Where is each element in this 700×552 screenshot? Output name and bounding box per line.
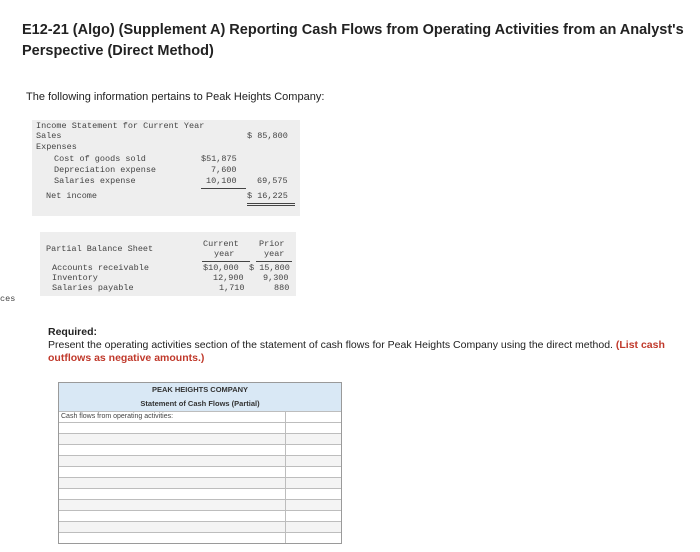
sales-value: $ 85,800 (247, 131, 288, 141)
intro-text: The following information pertains to Peak Heights Company: (26, 91, 325, 103)
inv-label: Inventory (52, 273, 98, 283)
dep-label: Depreciation expense (54, 165, 157, 175)
required-section (48, 326, 698, 365)
required-text: Present the operating activities section of the statement of cash flows for Peak Heights Company using the direct method. (48, 339, 613, 351)
inv-current: 12,900 (213, 273, 244, 283)
current-rule (202, 261, 250, 262)
cf-company: PEAK HEIGHTS COMPANY (59, 383, 341, 397)
table-row[interactable] (59, 466, 341, 477)
total-expenses: 69,575 (257, 176, 288, 186)
inv-prior: 9,300 (263, 273, 289, 283)
sp-label: Salaries payable (52, 283, 134, 293)
balance-sheet (40, 232, 296, 296)
table-row[interactable] (59, 477, 341, 488)
table-row[interactable] (59, 455, 341, 466)
cogs-value: $51,875 (201, 154, 237, 164)
table-row[interactable] (59, 422, 341, 433)
sal-value: 10,100 (206, 176, 237, 186)
current-col-l1: Current (203, 239, 239, 249)
required-note: (List cash outflows as negative amounts.) (48, 339, 665, 364)
required-heading: Required: (48, 326, 98, 338)
page-title: E12-21 (Algo) (Supplement A) Reporting Cash Flows from Operating Activities from an Analyst's Perspective (Direct Method) (22, 22, 684, 59)
prior-col-l1: Prior (259, 239, 285, 249)
net-rule-1 (247, 203, 295, 204)
table-row[interactable] (59, 510, 341, 521)
expenses-rule (201, 188, 246, 189)
expenses-label: Expenses (36, 142, 77, 152)
ar-label: Accounts receivable (52, 263, 149, 273)
bs-header: Partial Balance Sheet (46, 244, 154, 254)
prior-rule (256, 261, 292, 262)
table-row[interactable] (59, 444, 341, 455)
income-statement (32, 120, 300, 216)
cf-first-row-label: Cash flows from operating activities: (61, 413, 174, 420)
is-header: Income Statement for Current Year (36, 121, 205, 131)
prior-col-l2: year (264, 249, 285, 259)
dep-value: 7,600 (211, 165, 237, 175)
net-rule-2 (247, 205, 295, 206)
table-row[interactable] (59, 499, 341, 510)
current-col-l2: year (214, 249, 235, 259)
table-row[interactable] (59, 521, 341, 532)
sal-label: Salaries expense (54, 176, 136, 186)
net-label: Net income (46, 191, 98, 201)
cf-statement: Statement of Cash Flows (Partial) (59, 397, 341, 411)
net-value: $ 16,225 (247, 191, 288, 201)
table-row[interactable] (59, 433, 341, 444)
sp-current: 1,710 (219, 283, 245, 293)
cogs-label: Cost of goods sold (54, 154, 146, 164)
ar-current: $10,000 (203, 263, 239, 273)
ar-prior: $ 15,800 (249, 263, 290, 273)
table-row[interactable] (59, 488, 341, 499)
table-row[interactable] (59, 532, 341, 543)
cash-flow-table (58, 382, 342, 544)
sp-prior: 880 (274, 283, 290, 293)
sales-label: Sales (36, 131, 62, 141)
table-row (59, 411, 341, 422)
edge-label: ces (0, 294, 16, 304)
